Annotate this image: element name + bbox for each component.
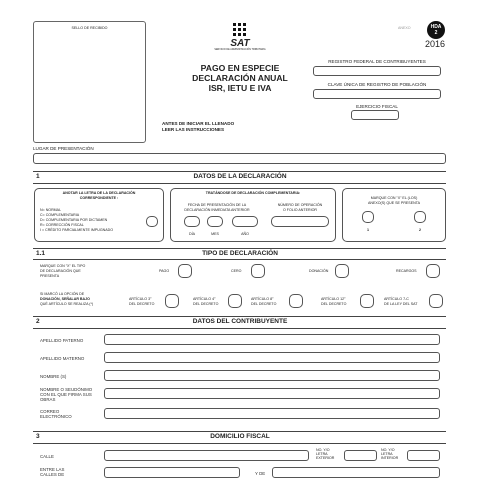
no-ext-label-1: NO. Y/O [316,448,330,452]
sello-recibido-box [33,21,146,143]
section2-rule-top [33,316,446,317]
curp-label: CLAVE ÚNICA DE REGISTRO DE POBLACIÓN [327,82,427,87]
fecha-label-1: FECHA DE PRESENTACIÓN DE LA [187,203,247,207]
articulo-7c-label-1: ARTÍCULO 7-C [384,297,409,301]
letter-title-2: CORRESPONDIENTE : [79,196,119,200]
no-int-label-2: LETRA [381,452,393,456]
correo-label-2: ELECTRÓNICO [40,414,72,419]
articulo-8-label-1: ARTÍCULO 8° [251,297,274,301]
section3-number: 3 [36,433,40,440]
tipo-cero-label: CERO [231,269,242,273]
letter-option-d: D= COMPLEMENTARIA POR DICTAMEN [40,218,108,222]
articulo-4-label-1: ARTÍCULO 4° [193,297,216,301]
section3-rule-bottom [33,443,446,444]
operacion-label-1: NÚMERO DE OPERACIÓN [277,203,323,207]
rfc-input[interactable] [313,66,441,76]
section2-number: 2 [36,318,40,325]
comp-title: TRATÁNDOSE DE DECLARACIÓN COMPLEMENTARIA: [205,191,301,195]
articulo-8-checkbox[interactable] [289,294,303,308]
tipo-recargos-checkbox[interactable] [426,264,440,278]
no-ext-input[interactable] [344,450,377,461]
section11-number: 1.1 [36,250,46,257]
section2-rule-bottom [33,328,446,329]
articulo-12-checkbox[interactable] [360,294,374,308]
rfc-label: REGISTRO FEDERAL DE CONTRIBUYENTES [328,59,426,64]
form-title-line1: PAGO EN ESPECIE [200,63,280,73]
form-code-small: ANEXO [398,26,411,30]
lugar-label: LUGAR DE PRESENTACIÓN [33,146,94,151]
no-int-input[interactable] [407,450,440,461]
tipo-cero-checkbox[interactable] [251,264,265,278]
calle-label: CALLE [40,454,54,459]
nombre-label: NOMBRE (S) [40,374,67,379]
tipo-recargos-label: RECARGOS [396,269,417,273]
form-title-line3: ISR, IETU E IVA [208,83,272,93]
fecha-mes-input[interactable] [207,216,223,227]
apellido-materno-input[interactable] [104,352,440,363]
section11-rule-bottom [33,259,446,260]
ejercicio-label: EJERCICIO FISCAL [356,104,398,109]
letter-input[interactable] [146,216,158,227]
correo-label-1: CORREO [40,409,60,414]
correo-input[interactable] [104,408,440,419]
articulo-3-label-2: DEL DECRETO [129,302,155,306]
form-title-line2: DECLARACIÓN ANUAL [192,73,288,83]
anexos-label-1: MARQUE CON "X" EL (LOS) [370,196,418,200]
letter-option-n: N= NORMAL [40,208,62,212]
anexo-2-label: 2 [419,228,421,232]
tipo-marque-2: DE DECLARACIÓN QUE [40,269,81,273]
articulo-4-label-2: DEL DECRETO [193,302,219,306]
letter-option-i: I = CRÉDITO PARCIALMENTE IMPUGNADO [40,228,114,232]
entre-calles-label-2: CALLES DE [40,472,65,477]
y-de-label: Y DE [255,471,266,476]
entre-calle-1-input[interactable] [104,467,240,478]
articulo-8-label-2: DEL DECRETO [251,302,277,306]
fecha-anio-label: AÑO [241,232,249,236]
seudonimo-input[interactable] [104,388,440,399]
operacion-input[interactable] [271,216,329,227]
fecha-mes-label: MES [211,232,219,236]
section3-rule-top [33,431,446,432]
articulo-7c-checkbox[interactable] [429,294,443,308]
seudonimo-label-3: OBRAS [40,397,56,402]
anexo-1-label: 1 [367,228,369,232]
operacion-label-2: O FOLIO ANTERIOR [283,208,317,212]
tipo-pago-label: PAGO [159,269,170,273]
ejercicio-input[interactable] [351,110,399,120]
instructions-line1: ANTES DE INICIAR EL LLENADO [162,121,235,126]
no-int-label-1: NO. Y/O [381,448,395,452]
no-ext-label-3: EXTERIOR [316,456,335,460]
section3-title: DOMICILIO FISCAL [210,433,270,440]
donacion-note-1: SI MARCÓ LA OPCIÓN DE [40,292,85,296]
instructions-line2: LEER LAS INSTRUCCIONES [162,127,225,132]
articulo-7c-label-2: DE LA LEY DEL SAT [384,302,418,306]
section2-title: DATOS DEL CONTRIBUYENTE [192,318,288,325]
tipo-marque-3: PRESENTA [40,274,60,278]
section11-rule-top [33,248,446,249]
curp-input[interactable] [313,89,441,99]
form-badge [427,21,445,39]
tipo-donacion-label: DONACIÓN [309,269,329,273]
tipo-pago-checkbox[interactable] [178,264,192,278]
form-badge-top: HDA [430,24,442,30]
letter-option-r: R= CORRECCIÓN FISCAL [40,223,84,227]
calle-input[interactable] [104,450,309,461]
section1-title: DATOS DE LA DECLARACIÓN [193,173,287,180]
entre-calle-2-input[interactable] [272,467,440,478]
sat-logo-subtext: SERVICIO DE ADMINISTRACIÓN TRIBUTARIA [214,48,266,51]
apellido-paterno-input[interactable] [104,334,440,345]
anexos-label-2: ANEXO(S) QUE SE PRESENTA [367,201,421,205]
seudonimo-label-2: CON EL QUE FIRMA SUS [40,392,92,397]
lugar-input[interactable] [33,153,446,164]
articulo-3-label-1: ARTÍCULO 3° [129,297,152,301]
tipo-marque-1: MARQUE CON "X" EL TIPO [40,264,86,268]
fecha-dia-input[interactable] [184,216,200,227]
section1-rule-top [33,171,446,172]
anexo-1-checkbox[interactable] [362,211,374,223]
donacion-note-3: QUÉ ARTÍCULO SE REALIZA (*) [40,302,94,306]
section1-number: 1 [36,173,40,180]
sat-logo-text: SAT [230,38,250,49]
sello-recibido-label: SELLO DE RECIBIDO [71,26,108,30]
no-int-label-3: INTERIOR [381,456,399,460]
section1-rule-bottom [33,183,446,184]
fecha-dia-label: DÍA [189,232,195,236]
articulo-4-checkbox[interactable] [228,294,242,308]
entre-calles-label-1: ENTRE LAS [40,467,65,472]
articulo-12-label-2: DEL DECRETO [321,302,347,306]
articulo-12-label-1: ARTÍCULO 12° [321,297,346,301]
articulo-3-checkbox[interactable] [165,294,179,308]
no-ext-label-2: LETRA [316,452,328,456]
donacion-note-2: DONACIÓN, SEÑALAR BAJO [40,297,90,301]
form-badge-bottom: 2 [434,30,438,36]
fecha-anio-input[interactable] [232,216,258,227]
anexo-2-checkbox[interactable] [414,211,426,223]
fecha-label-2: DECLARACIÓN INMEDIATA ANTERIOR [184,208,250,212]
apellido-paterno-label: APELLIDO PATERNO [40,338,84,343]
letter-option-c: C= COMPLEMENTARIA [40,213,80,217]
apellido-materno-label: APELLIDO MATERNO [40,356,85,361]
seudonimo-label-1: NOMBRE O SEUDÓNIMO [40,387,93,392]
section11-title: TIPO DE DECLARACIÓN [202,250,278,257]
letter-title-1: ANOTAR LA LETRA DE LA DECLARACIÓN [62,191,136,195]
tipo-donacion-checkbox[interactable] [335,264,349,278]
year: 2016 [425,39,446,49]
nombre-input[interactable] [104,370,440,381]
